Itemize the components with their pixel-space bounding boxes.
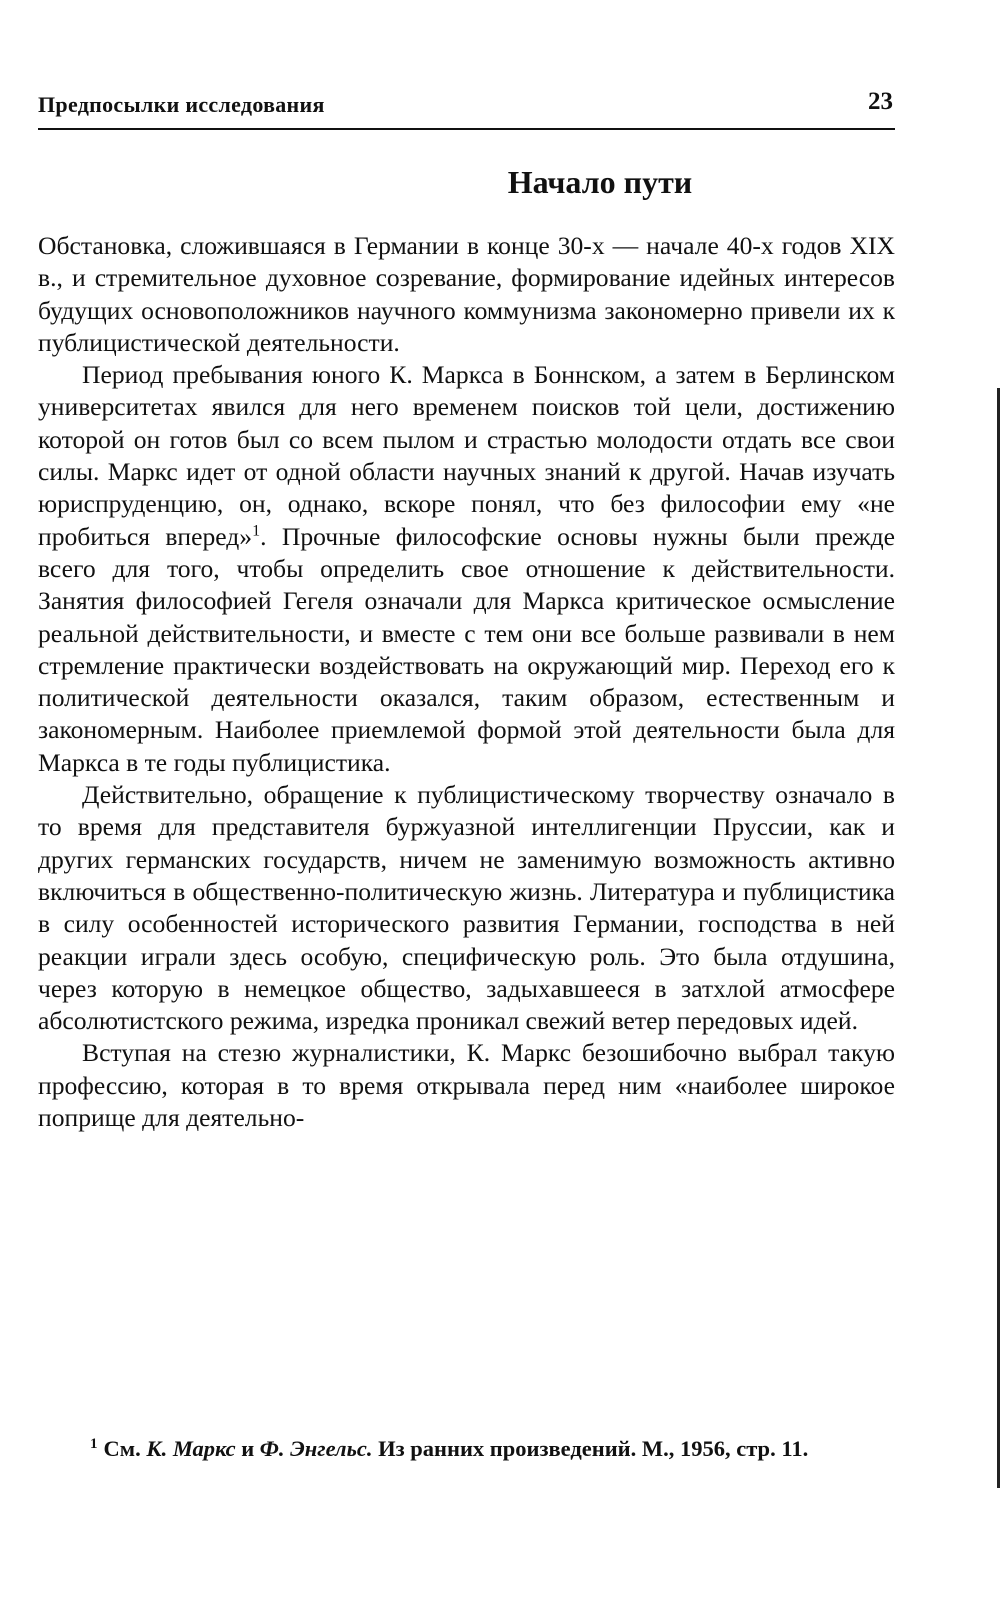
paragraph-4: Вступая на стезю журналистики, К. Маркс безошибочно выбрал такую профессию, которая в то время открывала перед ним «наиболее широкое поприще для деятельно- (38, 1038, 895, 1133)
footnote-prefix: См. (103, 1436, 141, 1461)
page-header (38, 88, 895, 130)
paragraph-3: Действительно, обращение к публицистическому творчеству означало в то время для представителя буржуазной интеллигенции Пруссии, как и других германских государств, ничем не заменимую возможность активно включиться в общественно-политическую жизнь. Литература и публицистика в силу особенностей исторического развития Германии, господства в ней реакции играли здесь особую, специфическую роль. Это была отдушина, через которую в немецкое общество, задыхавшееся в затхлой атмосфере абсолютистского режима, изредка проникал свежий ветер передовых идей. (38, 780, 895, 1036)
footnote-reference[interactable]: 1 (252, 522, 261, 540)
body-text (38, 230, 895, 1134)
footnote-conjunction: и (241, 1436, 255, 1461)
page-number: 23 (868, 88, 893, 115)
footnote-author-1: К. Маркс (146, 1436, 236, 1461)
footnote (38, 1432, 895, 1465)
footnote-author-2: Ф. Энгельс. (259, 1436, 373, 1461)
chapter-title: Начало пути (507, 164, 693, 200)
paragraph-2-continuation: . Прочные философские основы нужны были прежде всего для того, чтобы определить свое отношение к действительности. Занятия философией Гегеля означали для Маркса критическое осмысление реальной действительности, и вместе с тем они все больше развивали в нем стремление практически воздействовать на окружающий мир. Переход его к политической деятельности оказался, таким образом, естественным и закономерным. Наиболее приемлемой формой этой деятельности была для Маркса в те годы публицистика. (38, 521, 895, 777)
paragraph-2-text: Период пребывания юного К. Маркса в Боннском, а затем в Берлинском университетах явился для него временем поисков той цели, достижению которой он готов был со всем пылом и страстью молодости отдать все свои силы. Маркс идет от одной области научных знаний к другой. Начав изучать юриспруденцию, он, однако, вскоре понял, что без философии ему «не пробиться вперед» (38, 360, 895, 551)
paragraph-2 (38, 359, 895, 779)
footnote-source: Из ранних произведений. М., 1956, стр. 11. (378, 1436, 809, 1461)
footnote-mark: 1 (90, 1435, 98, 1452)
running-head: Предпосылки исследования (38, 92, 325, 117)
paragraph-1: Обстановка, сложившаяся в Германии в конце 30-х — начале 40-х годов XIX в., и стремительное духовное созревание, формирование идейных интересов будущих основоположников научного коммунизма закономерно привели их к публицистической деятельности. (38, 231, 895, 357)
